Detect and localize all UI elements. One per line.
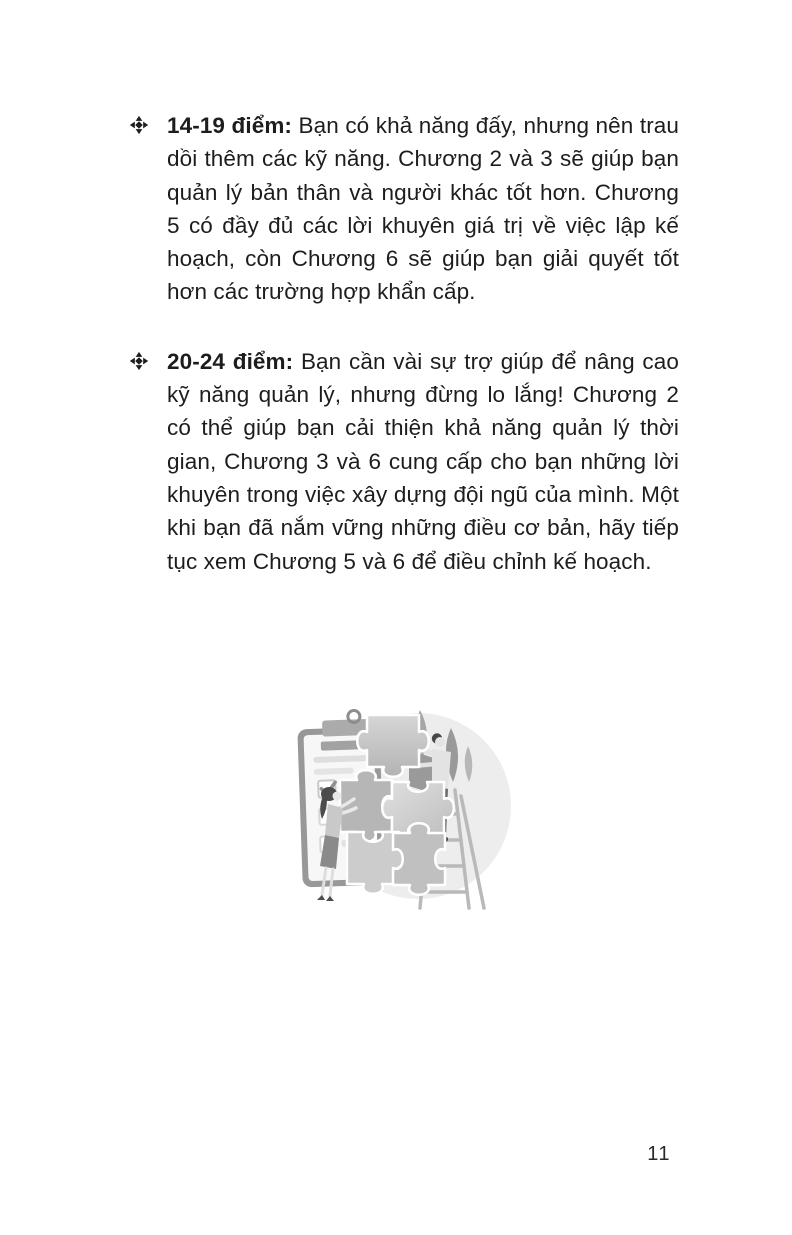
move-arrows-bullet-icon <box>129 345 149 371</box>
score-range-item-20-24 <box>129 345 679 578</box>
teamwork-puzzle-illustration <box>293 692 515 918</box>
score-range-text <box>167 109 679 309</box>
score-range-label: 14-19 điểm: <box>167 113 293 138</box>
score-range-label: 20-24 điểm: <box>167 348 294 374</box>
score-range-item-14-19 <box>129 109 679 309</box>
page-number: 11 <box>647 1143 671 1165</box>
score-range-text <box>167 345 679 578</box>
score-interpretation-list <box>129 109 679 614</box>
score-range-description: Bạn có khả năng đấy, nhưng nên trau dồi thêm các kỹ năng. Chương 2 và 3 sẽ giúp bạn quản lý bản thân và người khác tốt hơn. Chương 5 có đầy đủ các lời khuyên giá trị về việc lập kế hoạch, còn Chương 6 sẽ giúp bạn giải quyết tốt hơn các trường hợp khẩn cấp. <box>167 113 680 305</box>
score-range-description: Bạn cần vài sự trợ giúp để nâng cao kỹ năng quản lý, nhưng đừng lo lắng! Chương 2 có thể giúp bạn cải thiện khả năng quản lý thời gian, Chương 3 và 6 cung cấp cho bạn những lời khuyên trong việc xây dựng đội ngũ của mình. Một khi bạn đã nắm vững những điều cơ bản, hãy tiếp tục xem Chương 5 và 6 để điều chỉnh kế hoạch. <box>167 348 679 574</box>
move-arrows-bullet-icon <box>129 109 149 135</box>
